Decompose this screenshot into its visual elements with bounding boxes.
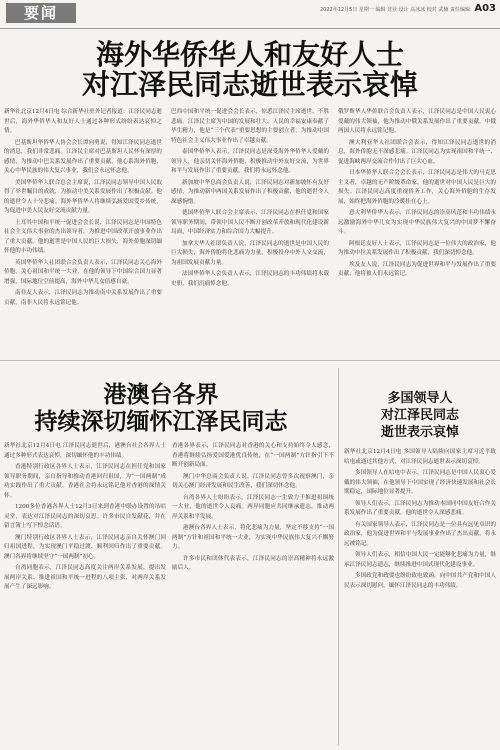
paragraph: 加拿大华人社团负责人说，江泽民同志的逝世是中国人民的巨大损失，海外侨胞将化悲痛为力量，积极投身中外人文交流，为祖国发展贡献力量。 bbox=[171, 240, 329, 266]
paragraph: 埃及友人说，江泽民同志为促进世界和平与发展作出了重要贡献，他将被人们永远铭记。 bbox=[338, 261, 496, 277]
paragraph: 巴西中国和平统一促进会会长表示，惊悉江泽民主席逝世，不胜悲痛。江泽民主席为中国的发展和壮大、人民的幸福安康奉献了毕生精力，他是“三个代表”重要思想的主要创立者，为推动中国特色社会主义伟大事业作出了卓越贡献。 bbox=[171, 109, 329, 144]
paragraph: 澳大利亚华人社团联合会表示，得知江泽民同志逝世的消息，海外侨胞无不深感悲痛。江泽民同志为实现祖国和平统一、促进海峡两岸交流合作付出了巨大心血。 bbox=[338, 139, 496, 165]
story1-column bbox=[171, 108, 329, 356]
paragraph: 香港各界表示，江泽民同志对香港的关心和支持始终令人感念，香港将继续弘扬爱国爱港优良传统，在“一国两制”方针指引下不断开创新局面。 bbox=[172, 443, 334, 468]
page-number: A03 bbox=[474, 3, 496, 14]
story3-headline-line: 逝世表示哀悼 bbox=[380, 425, 459, 440]
paragraph: 泰国华侨华人表示，江泽民同志是深受海外华侨华人爱戴的领导人，他亲切关怀海外侨胞，积极推动中外友好交流，为世界和平与发展作出了重要贡献，我们将永远怀念他。 bbox=[171, 149, 329, 174]
paragraph: 新华社北京12月4日电 综合新华社驻外记者报道：江泽民同志逝世后，海外华侨华人和友好人士通过各种形式纷纷表达哀悼之情。 bbox=[4, 109, 162, 134]
paragraph: 南非友人表示，江泽民同志为推动南中关系发展作出了重要贡献，南非人民将永远铭记他。 bbox=[4, 290, 162, 306]
paragraph: 澳门中华总商会负责人说，江泽民同志曾多次视察澳门，亲切关心澳门经济发展和民生改善，我们深切怀念他。 bbox=[172, 473, 334, 489]
paragraph: 领导人们表示，相信中国人民一定能够化悲痛为力量，继承江泽民同志遗志，继续推进中国式现代化建设事业。 bbox=[344, 552, 496, 568]
paragraph: 阿根廷友好人士表示，江泽民同志是一位伟大的政治家，他为推动中拉关系发展作出了积极贡献，我们深切悼念他。 bbox=[338, 240, 496, 256]
paragraph: 1200多位香港各界人士12月3日来到香港中联办设置的吊唁灵堂，表达对江泽民同志的深切哀思。许多市民自发献花，并在留言簿上写下悼念话语。 bbox=[4, 504, 166, 529]
column-separator bbox=[338, 368, 339, 746]
story1-column bbox=[338, 108, 496, 356]
story2-headline bbox=[6, 382, 316, 436]
story1-body bbox=[4, 108, 496, 356]
story3-headline-line: 多国领导人 bbox=[387, 391, 453, 406]
paragraph: 意大利华侨华人表示，江泽民同志的崇高风范和丰功伟绩永远激励海外中华儿女为实现中华民族伟大复兴的中国梦不懈奋斗。 bbox=[338, 210, 496, 235]
paragraph: 土耳其中国和平统一促进会会长说，江泽民同志是中国特色社会主义伟大事业的杰出领导者，为推进中国改革开放事业作出了重大贡献。他的逝世是中国人民的巨大损失，海外侨胞深切缅怀他的丰功伟绩。 bbox=[4, 219, 162, 254]
paragraph: 台湾各界人士纷纷表示，江泽民同志一生致力于推进祖国统一大业，他的逝世令人哀痛。两岸同胞应共同继承遗志，推动两岸关系和平发展。 bbox=[172, 494, 334, 520]
paragraph: 有关国家领导人表示，江泽民同志是一位具有远见卓识的政治家，他为促进世界和平与发展事业作出了杰出贡献，将永远被铭记。 bbox=[344, 521, 496, 547]
paragraph: 新华社北京12月4日电 多国领导人陆续向国家主席习近平致唁电或通过其他方式，对江泽民同志逝世表示深切哀悼。 bbox=[344, 449, 496, 465]
paragraph: 多国政党和政要也纷纷致电致函，向中国共产党和中国人民表示深切慰问，缅怀江泽民同志的丰功伟绩。 bbox=[344, 573, 496, 589]
section-tag: 要闻 bbox=[6, 3, 76, 23]
story1-column bbox=[4, 108, 162, 356]
paragraph: 香港特别行政区各界人士表示，江泽民同志在担任党和国家领导职务期间，亲自指导和推动香港回归祖国，为“一国两制”成功实践作出了重大贡献。香港社会将永远铭记他对香港的深情关怀。 bbox=[4, 464, 166, 499]
paragraph: 日本华侨华人联合会会长表示，江泽民同志是伟大的马克思主义者，卓越的无产阶级革命家，他的逝世对中国人民是巨大的损失。江泽民同志高度重视侨务工作，关心海外侨胞的生存发展，始终把海外侨胞的冷暖挂在心上。 bbox=[338, 170, 496, 205]
paragraph: 俄罗斯华人华侨联合会负责人表示，江泽民同志是中国人民衷心爱戴的伟大领袖，他为推动中俄关系发展作出了重要贡献，中俄两国人民将永远铭记他。 bbox=[338, 109, 496, 134]
paragraph: 领导人们表示，江泽民同志为推动本国同中国友好合作关系发展作出了重要贡献，他的逝世令人深感悲痛。 bbox=[344, 500, 496, 516]
story2-body bbox=[4, 442, 334, 747]
section-divider bbox=[0, 360, 500, 361]
paragraph: 新加坡中华总商会负责人说，江泽民同志对新加坡怀有友好感情，为推动新中两国关系发展作出了积极贡献，他的逝世令人深感惋惜。 bbox=[171, 179, 329, 205]
paragraph: 港澳台各界人士表示，将化悲痛为力量，坚定不移支持“一国两制”方针和祖国和平统一大业，为实现中华民族伟大复兴不懈努力。 bbox=[172, 525, 334, 550]
paragraph: 新华社北京12月4日电 江泽民同志逝世后，港澳台社会各界人士通过多种形式表达哀悼，深切缅怀他的丰功伟绩。 bbox=[4, 443, 166, 459]
paragraph: 巴基斯坦华侨华人协会会长谭向勇说，得知江泽民同志逝世的消息，我们非常悲痛。江泽民主席对巴基斯坦人民怀有深厚的感情，为推动中巴关系发展作出了重要贡献。他心系海外侨胞，关心中华民族的伟大复兴事业，我们会永远怀念他。 bbox=[4, 139, 162, 174]
page-meta: 2022年12月5日 星期一 编辑 竞业 设计 高冰冰 校对 武楠 责任编辑 bbox=[320, 7, 470, 13]
paragraph: 英国华侨华人社团联合会负责人表示，江泽民同志关心海外侨胞，关心祖国和平统一大业，在他的领导下中国综合国力显著增强，国际地位空前提高，海外中华儿女倍感自豪。 bbox=[4, 259, 162, 285]
story1-headline bbox=[0, 40, 500, 100]
paragraph: 澳门特别行政区各界人士表示，江泽民同志亲自关怀澳门回归祖国进程，为实现澳门平稳过渡、顺利回归作出了重要贡献。澳门各界将继续坚守“一国两制”初心。 bbox=[4, 534, 166, 560]
story3-body bbox=[344, 448, 496, 746]
story3-headline bbox=[345, 390, 495, 441]
story3-headline-line: 对江泽民同志 bbox=[380, 408, 459, 423]
story1-headline-line: 对江泽民同志逝世表示哀悼 bbox=[81, 68, 418, 101]
paragraph: 多国领导人在唁电中表示，江泽民同志是中国人民衷心爱戴的伟大领袖，在他领导下中国实现了经济快速发展和社会长期稳定，国际地位显著提升。 bbox=[344, 470, 496, 495]
story1-headline-line: 海外华侨华人和友好人士 bbox=[95, 38, 404, 71]
paragraph: 德国华侨华人联合会主席表示，江泽民同志在担任党和国家领导职务期间，带领中国人民不断开创改革开放和现代化建设新局面，中国经济实力和综合国力大幅提升。 bbox=[171, 210, 329, 235]
paragraph: 法国华侨华人会负责人表示，江泽民同志的丰功伟绩将永载史册，我们沉痛悼念他。 bbox=[171, 271, 329, 287]
story2-headline-line: 持续深切缅怀江泽民同志 bbox=[34, 409, 288, 435]
page-header bbox=[0, 0, 500, 29]
paragraph: 台湾同胞表示，江泽民同志高度关注两岸关系发展，提出发展两岸关系、推进祖国和平统一进程的八项主张，对两岸关系发展产生了深远影响。 bbox=[4, 565, 166, 590]
paragraph: 美国华侨华人联合总会主席说，江泽民同志领导中国人民取得了举世瞩目的成就，为推动中美关系发展作出了积极贡献。他的逝世令人十分悲痛。海外华侨华人将继续弘扬爱国爱乡传统，为促进中美人民友好交流贡献力量。 bbox=[4, 179, 162, 214]
paragraph: 许多市民和团体代表表示，江泽民同志的崇高精神将永远激励后人。 bbox=[172, 555, 334, 571]
story2-column bbox=[172, 442, 334, 747]
story2-headline-line: 港澳台各界 bbox=[103, 382, 219, 408]
story2-column bbox=[4, 442, 166, 747]
